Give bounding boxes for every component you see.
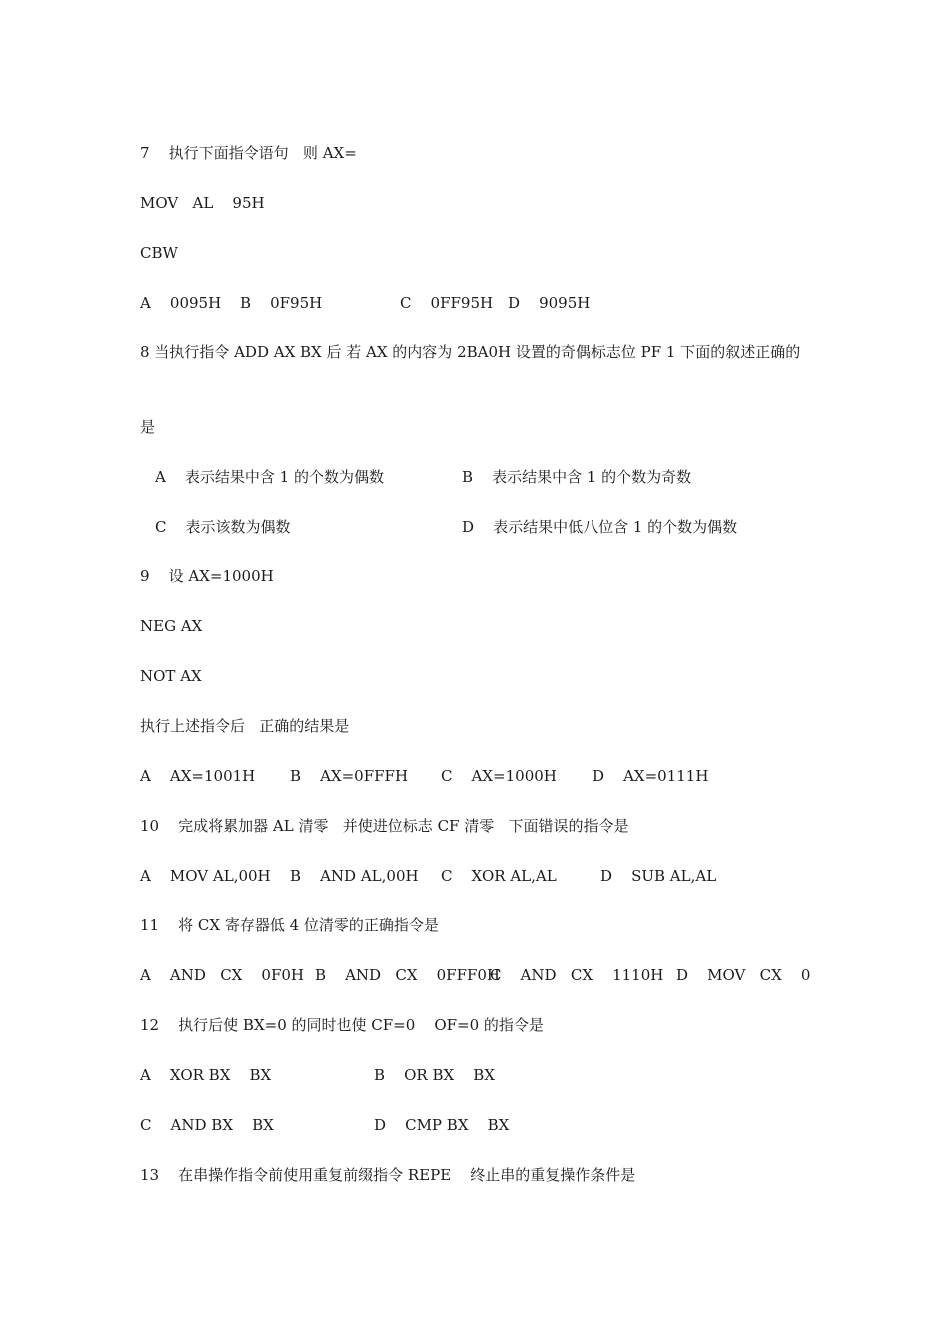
question-9-code-line-2: NOT AX — [140, 667, 202, 685]
question-10-option-a: A MOV AL,00H — [140, 867, 271, 885]
question-12-option-a: A XOR BX BX — [140, 1066, 272, 1084]
question-8-option-b: B 表示结果中含 1 的个数为奇数 — [462, 468, 692, 486]
question-11-stem: 11 将 CX 寄存器低 4 位清零的正确指令是 — [140, 916, 439, 934]
question-9-option-a: A AX=1001H — [140, 767, 256, 785]
question-11-option-a: A AND CX 0F0H — [140, 966, 304, 984]
question-7-code-line-1: MOV AL 95H — [140, 194, 265, 212]
question-11-option-b: B AND CX 0FFF0H — [315, 966, 501, 984]
question-11-option-c: C AND CX 1110H — [490, 966, 664, 984]
question-9-code-line-1: NEG AX — [140, 617, 203, 635]
question-11-option-d: D MOV CX 0 — [676, 966, 811, 984]
question-10-option-c: C XOR AL,AL — [441, 867, 557, 885]
question-10-option-d: D SUB AL,AL — [600, 867, 717, 885]
question-7-code-line-2: CBW — [140, 244, 178, 262]
question-10-option-b: B AND AL,00H — [290, 867, 419, 885]
question-13-stem: 13 在串操作指令前使用重复前缀指令 REPE 终止串的重复操作条件是 — [140, 1166, 636, 1184]
question-12-option-b: B OR BX BX — [374, 1066, 495, 1084]
question-8-option-d: D 表示结果中低八位含 1 的个数为偶数 — [462, 518, 738, 536]
question-9-prompt: 执行上述指令后 正确的结果是 — [140, 717, 350, 735]
question-8-option-a: A 表示结果中含 1 的个数为偶数 — [155, 468, 384, 486]
question-12-stem: 12 执行后使 BX=0 的同时也使 CF=0 OF=0 的指令是 — [140, 1016, 544, 1034]
question-8-stem-continued: 是 — [140, 418, 156, 436]
question-7-option-d: D 9095H — [508, 294, 591, 312]
question-9-stem: 9 设 AX=1000H — [140, 567, 274, 585]
question-10-stem: 10 完成将累加器 AL 清零 并使进位标志 CF 清零 下面错误的指令是 — [140, 817, 629, 835]
question-8-option-c: C 表示该数为偶数 — [155, 518, 291, 536]
question-12-option-d: D CMP BX BX — [374, 1116, 510, 1134]
question-12-option-c: C AND BX BX — [140, 1116, 274, 1134]
question-9-option-d: D AX=0111H — [592, 767, 709, 785]
question-8-stem: 8 当执行指令 ADD AX BX 后 若 AX 的内容为 2BA0H 设置的奇偶标志位 PF 1 下面的叙述正确的 — [140, 343, 801, 361]
question-7-option-a: A 0095H — [140, 294, 222, 312]
question-9-option-c: C AX=1000H — [441, 767, 557, 785]
question-7-stem: 7 执行下面指令语句 则 AX= — [140, 144, 357, 162]
question-9-option-b: B AX=0FFFH — [290, 767, 409, 785]
question-7-option-b: B 0F95H — [240, 294, 323, 312]
question-7-option-c: C 0FF95H — [400, 294, 494, 312]
